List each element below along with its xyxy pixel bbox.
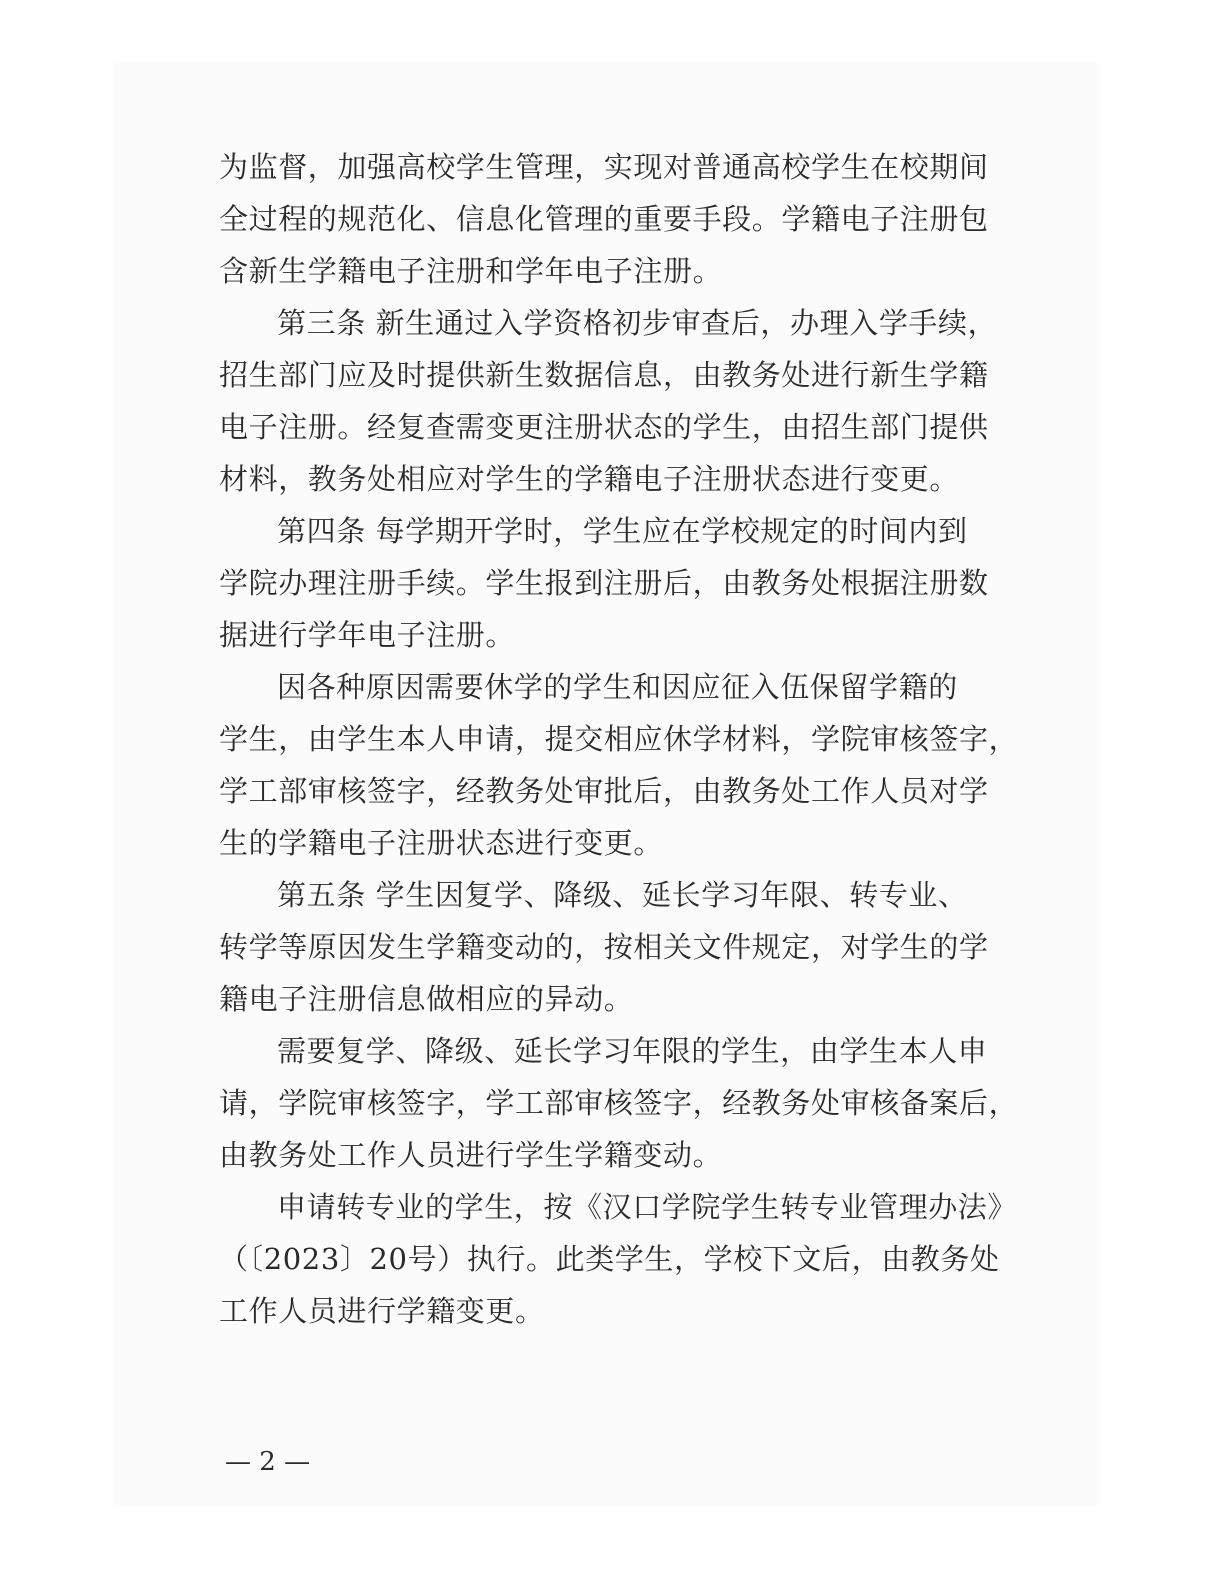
paragraph-first-line: 需要复学、降级、延长学习年限的学生，由学生本人申 [277,1034,988,1068]
text-line: 为监督，加强高校学生管理，实现对普通高校学生在校期间 [219,150,989,184]
text-line: 学生，由学生本人申请，提交相应休学材料，学院审核签字， [219,722,1019,756]
page-number: — 2 — [225,1447,311,1477]
text-line: 转学等原因发生学籍变动的，按相关文件规定，对学生的学 [219,930,989,964]
paragraph-first-line: 申请转专业的学生，按《汉口学院学生转专业管理办法》 [277,1190,1018,1224]
text-line: 全过程的规范化、信息化管理的重要手段。学籍电子注册包 [219,202,989,236]
paragraph-first-line: 因各种原因需要休学的学生和因应征入伍保留学籍的 [277,670,958,704]
text-line: 籍电子注册信息做相应的异动。 [219,982,634,1016]
text-line: 由教务处工作人员进行学生学籍变动。 [219,1138,723,1172]
text-line: 材料，教务处相应对学生的学籍电子注册状态进行变更。 [219,462,960,496]
article-4-heading-line: 第四条 每学期开学时，学生应在学校规定的时间内到 [277,514,968,548]
text-line: （〔2023〕20号）执行。此类学生，学校下文后，由教务处 [219,1242,1000,1276]
article-3-heading-line: 第三条 新生通过入学资格初步审查后，办理入学手续， [277,306,998,340]
text-line: 电子注册。经复查需变更注册状态的学生，由招生部门提供 [219,410,989,444]
text-line: 学工部审核签字，经教务处审批后，由教务处工作人员对学 [219,774,989,808]
article-5-heading-line: 第五条 学生因复学、降级、延长学习年限、转专业、 [277,878,968,912]
text-line: 招生部门应及时提供新生数据信息，由教务处进行新生学籍 [219,358,989,392]
text-line: 工作人员进行学籍变更。 [219,1294,545,1328]
text-line: 据进行学年电子注册。 [219,618,516,652]
text-line: 请，学院审核签字，学工部审核签字，经教务处审核备案后， [219,1086,1019,1120]
text-line: 含新生学籍电子注册和学年电子注册。 [219,254,723,288]
text-line: 生的学籍电子注册状态进行变更。 [219,826,664,860]
text-line: 学院办理注册手续。学生报到注册后，由教务处根据注册数 [219,566,989,600]
